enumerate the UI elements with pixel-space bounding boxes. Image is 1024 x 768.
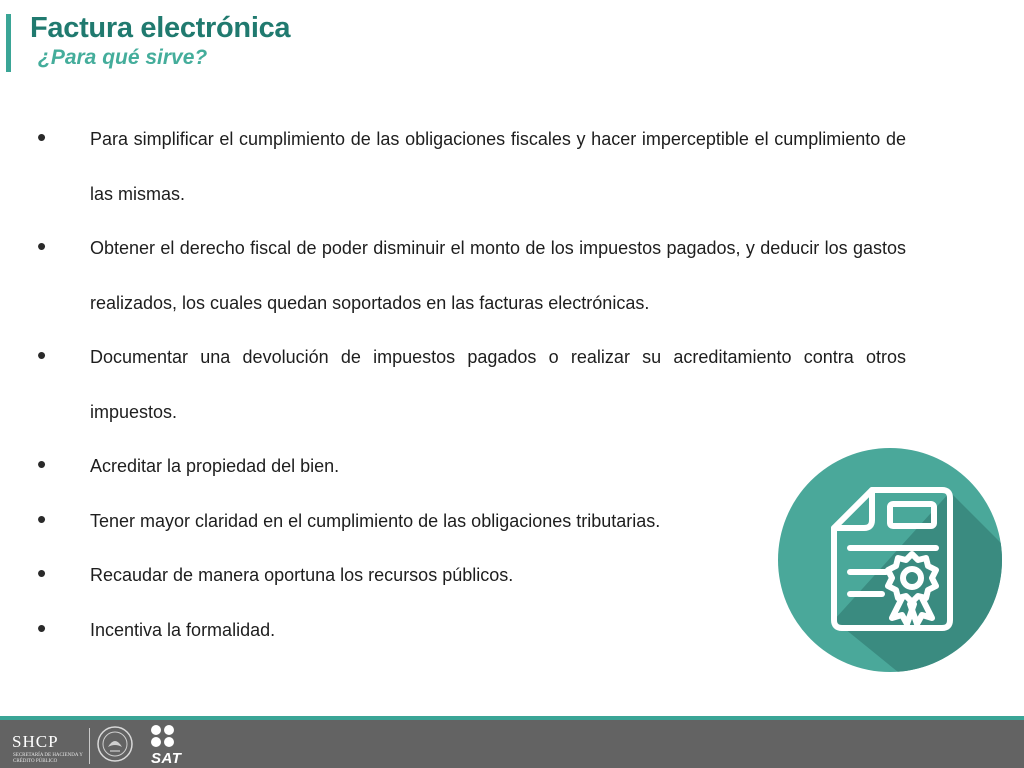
sat-logo-icon [148, 724, 178, 750]
bullet-item [34, 603, 906, 658]
bullet-dot-icon: • [37, 503, 47, 534]
bullet-item [34, 494, 906, 549]
bullet-text: Acreditar la propiedad del bien. [90, 456, 340, 476]
bullet-item [34, 439, 906, 494]
bullet-dot-icon: • [37, 612, 47, 643]
bullet-text: Incentiva la formalidad. [90, 619, 276, 640]
bullet-dot-icon: • [37, 340, 47, 370]
bullet-item [34, 221, 906, 330]
bullet-item [34, 112, 906, 221]
national-seal-icon [96, 725, 134, 763]
footer-divider [89, 728, 90, 764]
page-title: Factura electrónica [30, 12, 291, 44]
certificate-document-icon [778, 448, 1002, 672]
bullet-text: Recaudar de manera oportuna los recursos públicos. [90, 565, 514, 585]
bullet-text: Tener mayor claridad en el cumplimiento de las obligaciones tributarias. [90, 510, 661, 531]
bullet-text: Documentar una devolución de impuestos pagados o realizar su acreditamiento contra otros impuestos. [90, 347, 906, 422]
bullet-dot-icon: • [37, 449, 47, 479]
footer-bar [0, 720, 1024, 768]
bullet-list [34, 112, 906, 657]
bullet-item [34, 330, 906, 439]
shcp-logo-text: SHCP [12, 732, 59, 751]
shcp-subtitle: SECRETARÍA DE HACIENDA Y CRÉDITO PÚBLICO [13, 753, 83, 764]
title-accent-bar [6, 14, 11, 72]
bullet-dot-icon: • [37, 122, 47, 152]
bullet-item [34, 548, 906, 603]
bullet-dot-icon: • [37, 231, 47, 261]
page-subtitle: ¿Para qué sirve? [38, 46, 208, 69]
bullet-text: Obtener el derecho fiscal de poder disminuir el monto de los impuestos pagados, y deducir los gastos realizados, los cuales quedan soportados en las facturas electrónicas. [90, 238, 906, 313]
sat-logo-text: SAT [151, 750, 182, 767]
bullet-text: Para simplificar el cumplimiento de las obligaciones fiscales y hacer imperceptible el cumplimiento de las mismas. [90, 129, 906, 204]
bullet-dot-icon: • [37, 558, 47, 588]
